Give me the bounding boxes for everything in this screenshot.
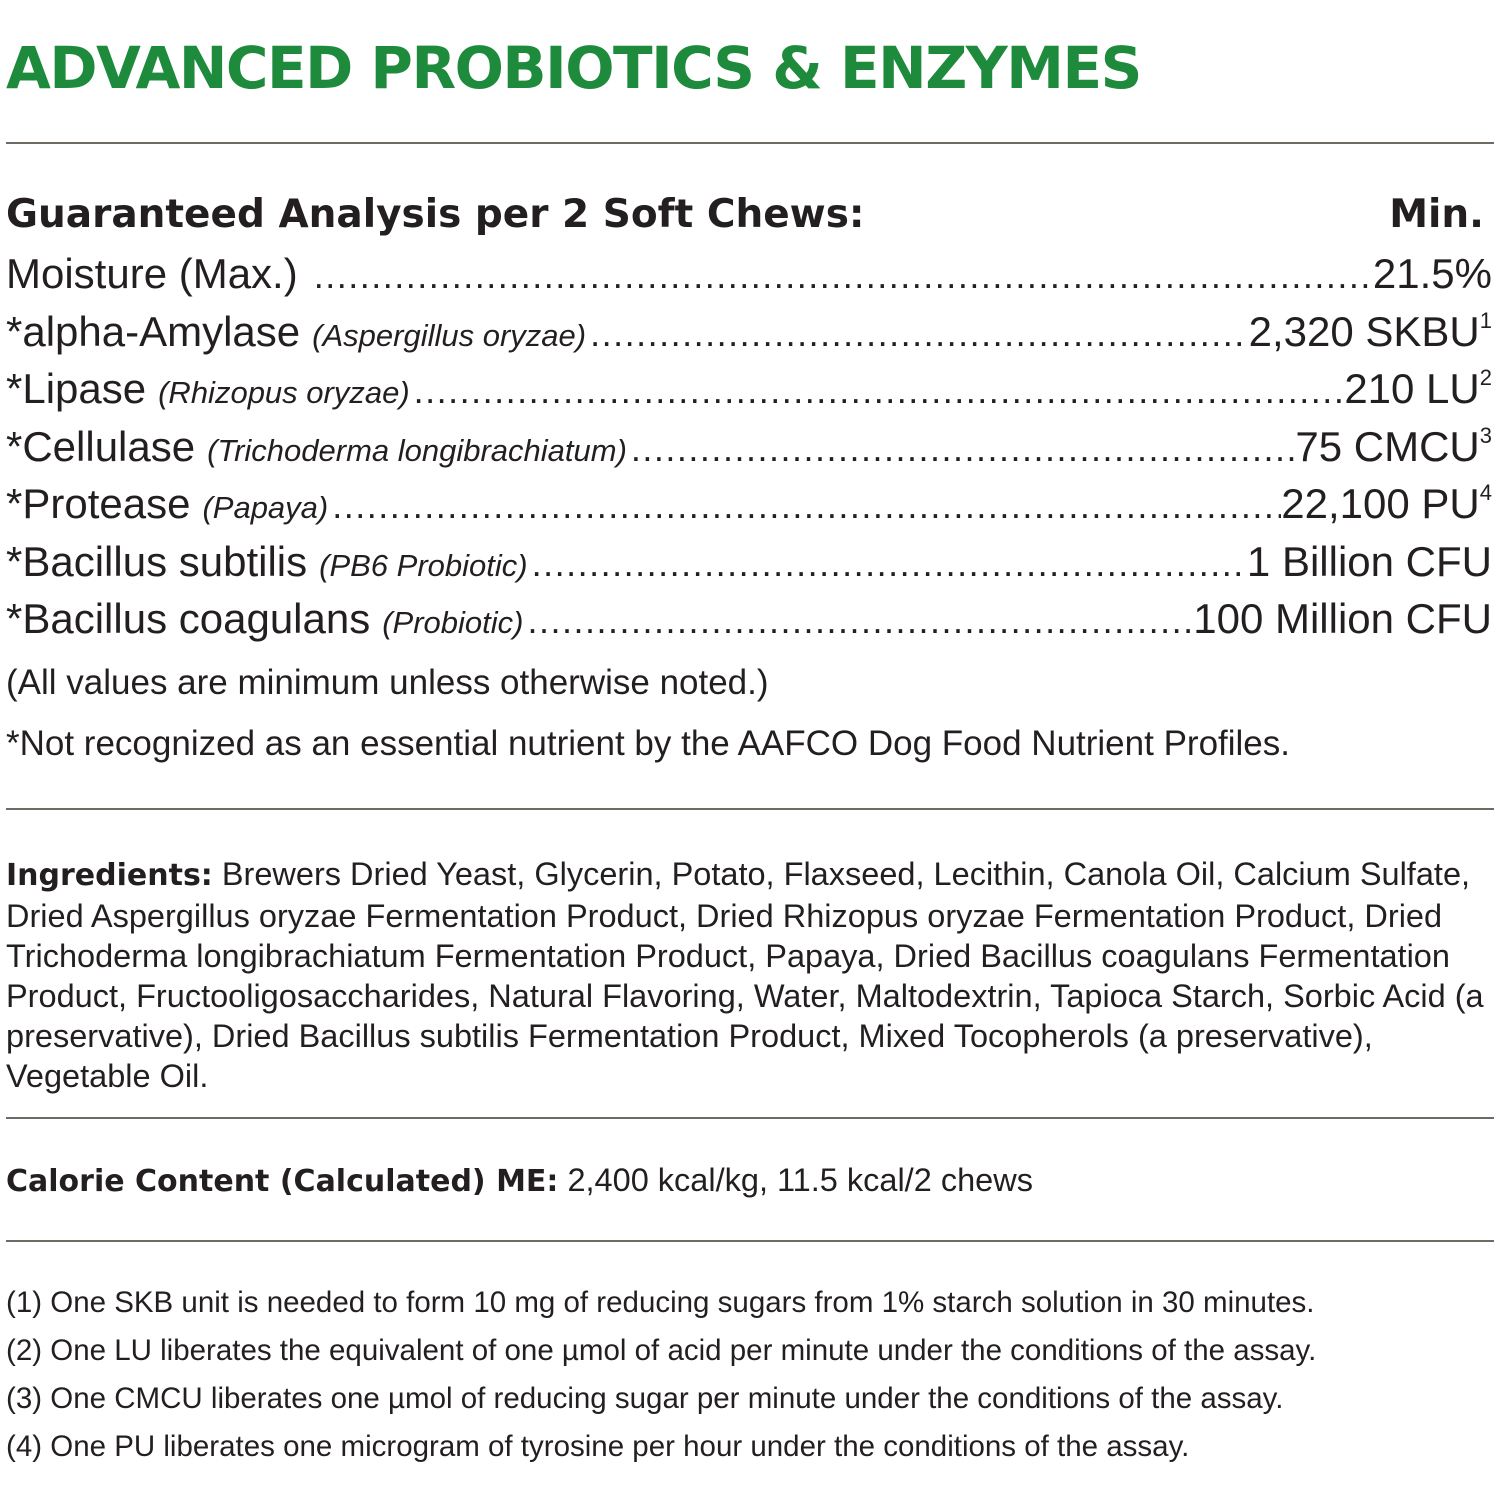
nutrient-name: *Cellulase — [6, 422, 196, 470]
footnote-ref: 1 — [1479, 307, 1492, 333]
divider — [6, 1240, 1494, 1242]
analysis-row — [6, 365, 1492, 423]
value-text: 100 Million CFU — [1193, 595, 1492, 642]
calorie-content — [6, 1162, 1033, 1199]
footnote: (4) One PU liberates one microgram of tyrosine per hour under the conditions of the assay. — [6, 1430, 1190, 1463]
nutrient-source: (Aspergillus oryzae) — [312, 317, 587, 353]
nutrient-name: *Bacillus subtilis — [6, 537, 308, 585]
analysis-header — [6, 192, 1484, 237]
minimum-values-note: (All values are minimum unless otherwise noted.) — [6, 663, 769, 702]
value-text: 210 LU — [1344, 365, 1480, 412]
nutrient-source: (Probiotic) — [382, 605, 524, 640]
footnote: (3) One CMCU liberates one µmol of reducing sugar per minute under the conditions of the assay. — [6, 1382, 1284, 1415]
nutrient-source: (Rhizopus oryzae) — [158, 375, 410, 410]
calorie-label: Calorie Content (Calculated) ME: — [6, 1164, 559, 1199]
analysis-row — [6, 250, 1492, 308]
value-text: 75 CMCU — [1295, 422, 1480, 470]
nutrient-name: *Lipase — [6, 365, 147, 412]
leader-dots — [586, 313, 1249, 355]
leader-dots — [528, 543, 1247, 585]
leader-dots — [627, 428, 1295, 470]
analysis-row — [6, 423, 1492, 481]
value-text: 21.5% — [1372, 250, 1492, 297]
nutrient-name: Moisture (Max.) — [6, 250, 298, 297]
page-title: ADVANCED PROBIOTICS & ENZYMES — [6, 34, 1141, 102]
nutrient-name: *Protease — [6, 480, 191, 527]
footnotes-list — [6, 1286, 1500, 1478]
analysis-row — [6, 538, 1492, 596]
divider — [6, 808, 1494, 810]
ingredients-paragraph — [6, 854, 1492, 1096]
analysis-row — [6, 480, 1492, 538]
nutrient-source: (Papaya) — [202, 490, 329, 525]
ingredients-list: Brewers Dried Yeast, Glycerin, Potato, Flaxseed, Lecithin, Canola Oil, Calcium Sulfate, Dried Aspergillus oryzae Fermentation Product, Dried Rhizopus oryzae Fermentation Product, Dried Trichoderma longibrachiatum Fermentation Product, Papaya, Dried Bacillus coagulans Fermentation Product, Fructooligosaccharides, Natural Flavoring, Water, Maltodextrin, Tapioca Starch, Sorbic Acid (a preservative), Dried Bacillus subtilis Fermentation Product, Mixed Tocopherols (a preservative), Vegetable Oil. — [6, 856, 1484, 1094]
nutrient-value — [1295, 423, 1492, 471]
value-text: 1 Billion CFU — [1246, 537, 1492, 585]
footnote-ref: 4 — [1479, 480, 1492, 505]
aafco-note: *Not recognized as an essential nutrient by the AAFCO Dog Food Nutrient Profiles. — [6, 724, 1290, 763]
nutrient-value — [1249, 308, 1492, 356]
nutrient-name: *alpha-Amylase — [6, 307, 301, 355]
nutrient-value — [1373, 250, 1492, 298]
value-text: 2,320 SKBU — [1248, 307, 1480, 355]
ingredients-label: Ingredients: — [6, 858, 213, 893]
footnote: (2) One LU liberates the equivalent of one µmol of acid per minute under the conditions of the assay. — [6, 1334, 1317, 1367]
leader-dots — [310, 255, 1373, 297]
calorie-value: 2,400 kcal/kg, 11.5 kcal/2 chews — [558, 1162, 1033, 1198]
nutrient-value — [1344, 365, 1492, 413]
footnote-ref: 2 — [1479, 365, 1492, 390]
nutrient-source: (Trichoderma longibrachiatum) — [207, 432, 627, 468]
divider — [6, 1117, 1494, 1119]
footnote-ref: 3 — [1479, 422, 1492, 448]
analysis-table — [6, 250, 1492, 653]
nutrient-value — [1247, 538, 1492, 586]
nutrient-source: (PB6 Probiotic) — [319, 547, 528, 583]
nutrient-value — [1193, 595, 1492, 643]
value-text: 22,100 PU — [1281, 480, 1480, 527]
leader-dots — [410, 370, 1345, 412]
min-label: Min. — [1389, 192, 1484, 237]
divider — [6, 142, 1494, 144]
analysis-row — [6, 595, 1492, 653]
analysis-row — [6, 308, 1492, 366]
leader-dots — [328, 485, 1281, 527]
nutrient-name: *Bacillus coagulans — [6, 595, 371, 642]
leader-dots — [523, 600, 1193, 642]
nutrient-value — [1281, 480, 1492, 528]
analysis-heading: Guaranteed Analysis per 2 Soft Chews: — [6, 192, 865, 237]
footnote: (1) One SKB unit is needed to form 10 mg of reducing sugars from 1% starch solution in 30 minutes. — [6, 1286, 1315, 1319]
